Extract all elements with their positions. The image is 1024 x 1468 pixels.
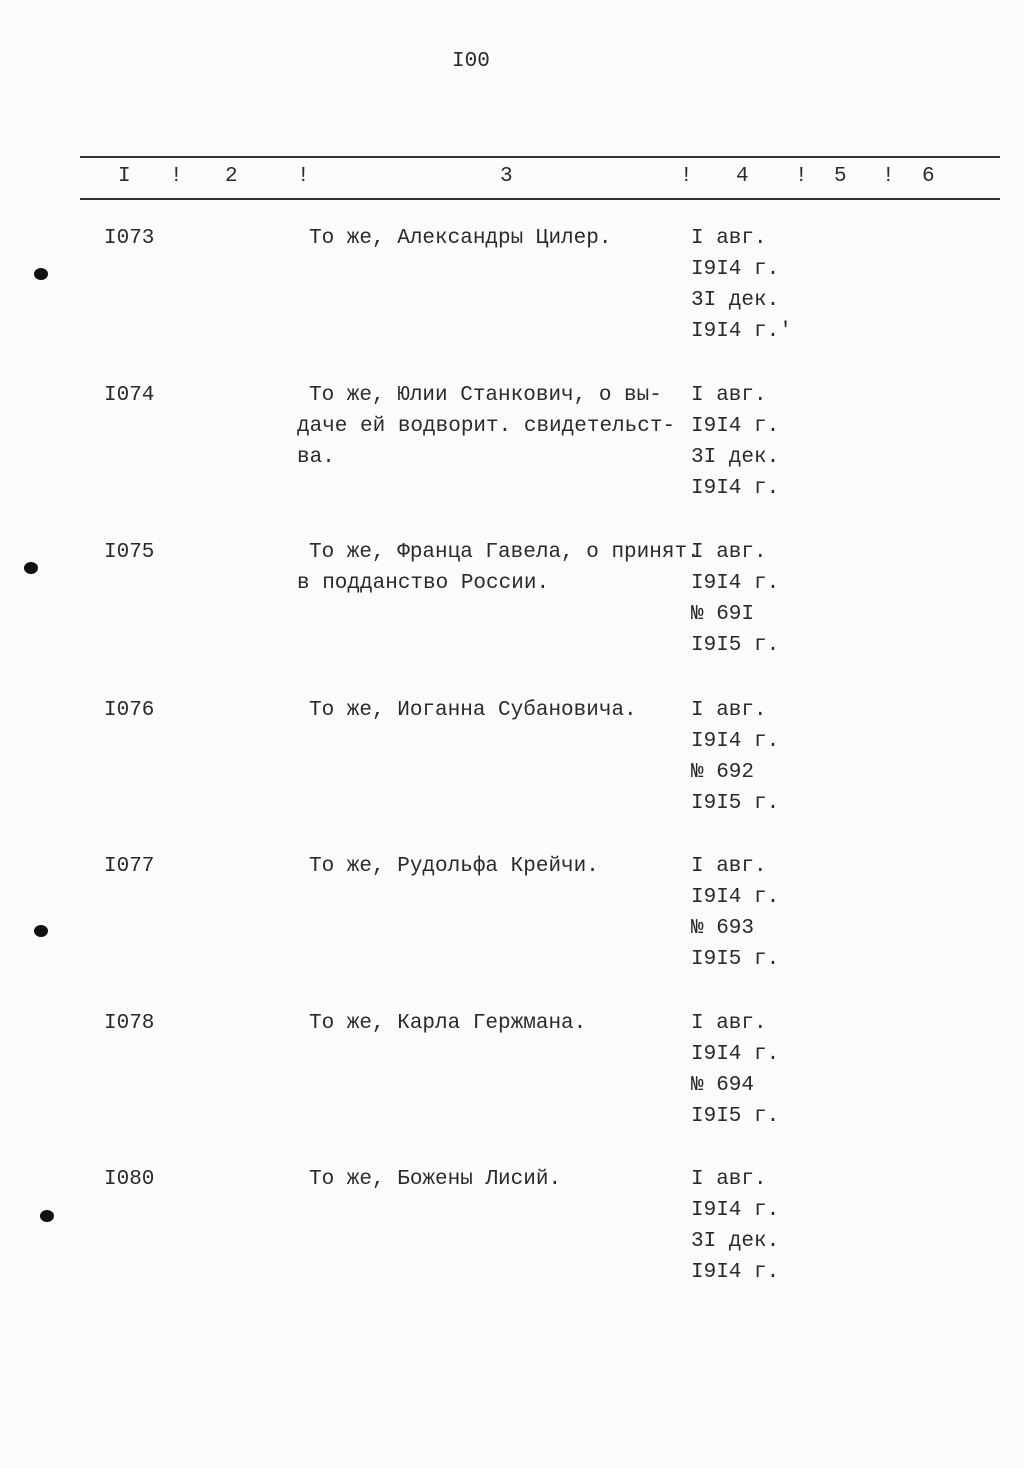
description-line: То же, Александры Цилер. bbox=[309, 227, 612, 250]
date-line: I9I4 г. bbox=[691, 572, 780, 595]
description-line: в подданство России. bbox=[297, 572, 550, 595]
entry-dates bbox=[691, 223, 792, 347]
entry-number: I075 bbox=[104, 541, 155, 564]
entry-number: I076 bbox=[104, 699, 155, 722]
date-line: I9I5 г. bbox=[691, 634, 780, 657]
date-line: № 694 bbox=[691, 1074, 755, 1097]
description-line: То же, Карла Гержмана. bbox=[309, 1012, 587, 1035]
date-line: 3I дек. bbox=[691, 446, 780, 469]
header-col-2: 2 bbox=[225, 165, 238, 188]
header-sep: ! bbox=[680, 165, 693, 188]
list-item bbox=[0, 1008, 1024, 1158]
entry-number: I078 bbox=[104, 1012, 155, 1035]
date-line: I9I4 г. bbox=[691, 258, 780, 281]
date-line: I9I4 г. bbox=[691, 415, 780, 438]
page-number: I00 bbox=[452, 50, 490, 73]
description-line: То же, Рудольфа Крейчи. bbox=[309, 855, 599, 878]
date-line: 3I дек. bbox=[691, 1230, 780, 1253]
description-line: даче ей водворит. свидетельст- bbox=[297, 415, 676, 438]
punch-hole-mark bbox=[40, 1210, 54, 1222]
entry-number: I073 bbox=[104, 227, 155, 250]
entry-description bbox=[297, 851, 599, 882]
entry-number: I080 bbox=[104, 1168, 155, 1191]
punch-hole-mark bbox=[24, 562, 38, 574]
entry-dates bbox=[691, 695, 779, 819]
header-sep: ! bbox=[170, 165, 183, 188]
entry-dates bbox=[691, 851, 779, 975]
date-line: I9I5 г. bbox=[691, 792, 780, 815]
header-col-1: I bbox=[118, 165, 131, 188]
list-item bbox=[0, 851, 1024, 1001]
punch-hole-mark bbox=[34, 925, 48, 937]
date-line: № 692 bbox=[691, 761, 755, 784]
entry-number: I077 bbox=[104, 855, 155, 878]
date-line: I9I4 г.' bbox=[691, 320, 792, 343]
date-line: № 693 bbox=[691, 917, 755, 940]
description-line: То же, Иоганна Субановича. bbox=[309, 699, 637, 722]
entry-description bbox=[297, 537, 700, 599]
header-sep: ! bbox=[795, 165, 808, 188]
date-line: I авг. bbox=[691, 855, 767, 878]
date-line: I авг. bbox=[691, 227, 767, 250]
date-line: I9I4 г. bbox=[691, 886, 780, 909]
date-line: I9I5 г. bbox=[691, 1105, 780, 1128]
date-line: № 69I bbox=[691, 603, 755, 626]
entry-number: I074 bbox=[104, 384, 155, 407]
description-line: То же, Франца Гавела, о принят. bbox=[309, 541, 700, 564]
entry-description bbox=[297, 1164, 561, 1195]
entry-description bbox=[297, 1008, 586, 1039]
header-col-6: 6 bbox=[922, 165, 935, 188]
date-line: I9I4 г. bbox=[691, 1199, 780, 1222]
entry-description bbox=[297, 695, 637, 726]
date-line: I9I5 г. bbox=[691, 948, 780, 971]
header-col-4: 4 bbox=[736, 165, 749, 188]
description-line: То же, Юлии Станкович, о вы- bbox=[309, 384, 662, 407]
entry-dates bbox=[691, 1008, 779, 1132]
date-line: I9I4 г. bbox=[691, 1261, 780, 1284]
entry-dates bbox=[691, 380, 779, 504]
entry-description bbox=[297, 223, 611, 254]
description-line: ва. bbox=[297, 446, 335, 469]
date-line: 3I дек. bbox=[691, 289, 780, 312]
header-col-3: 3 bbox=[500, 165, 513, 188]
date-line: I авг. bbox=[691, 699, 767, 722]
header-bottom-rule bbox=[80, 198, 1000, 200]
header-top-rule bbox=[80, 156, 1000, 158]
list-item bbox=[0, 223, 1024, 373]
header-col-5: 5 bbox=[834, 165, 847, 188]
header-sep: ! bbox=[297, 165, 310, 188]
date-line: I авг. bbox=[691, 541, 767, 564]
date-line: I авг. bbox=[691, 384, 767, 407]
punch-hole-mark bbox=[34, 268, 48, 280]
date-line: I авг. bbox=[691, 1168, 767, 1191]
list-item bbox=[0, 380, 1024, 530]
date-line: I9I4 г. bbox=[691, 730, 780, 753]
entry-dates bbox=[691, 1164, 779, 1288]
date-line: I9I4 г. bbox=[691, 1043, 780, 1066]
date-line: I9I4 г. bbox=[691, 477, 780, 500]
entry-dates bbox=[691, 537, 779, 661]
list-item bbox=[0, 537, 1024, 687]
list-item bbox=[0, 1164, 1024, 1314]
list-item bbox=[0, 695, 1024, 845]
entry-description bbox=[297, 380, 675, 473]
date-line: I авг. bbox=[691, 1012, 767, 1035]
description-line: То же, Божены Лисий. bbox=[309, 1168, 562, 1191]
header-sep: ! bbox=[882, 165, 895, 188]
